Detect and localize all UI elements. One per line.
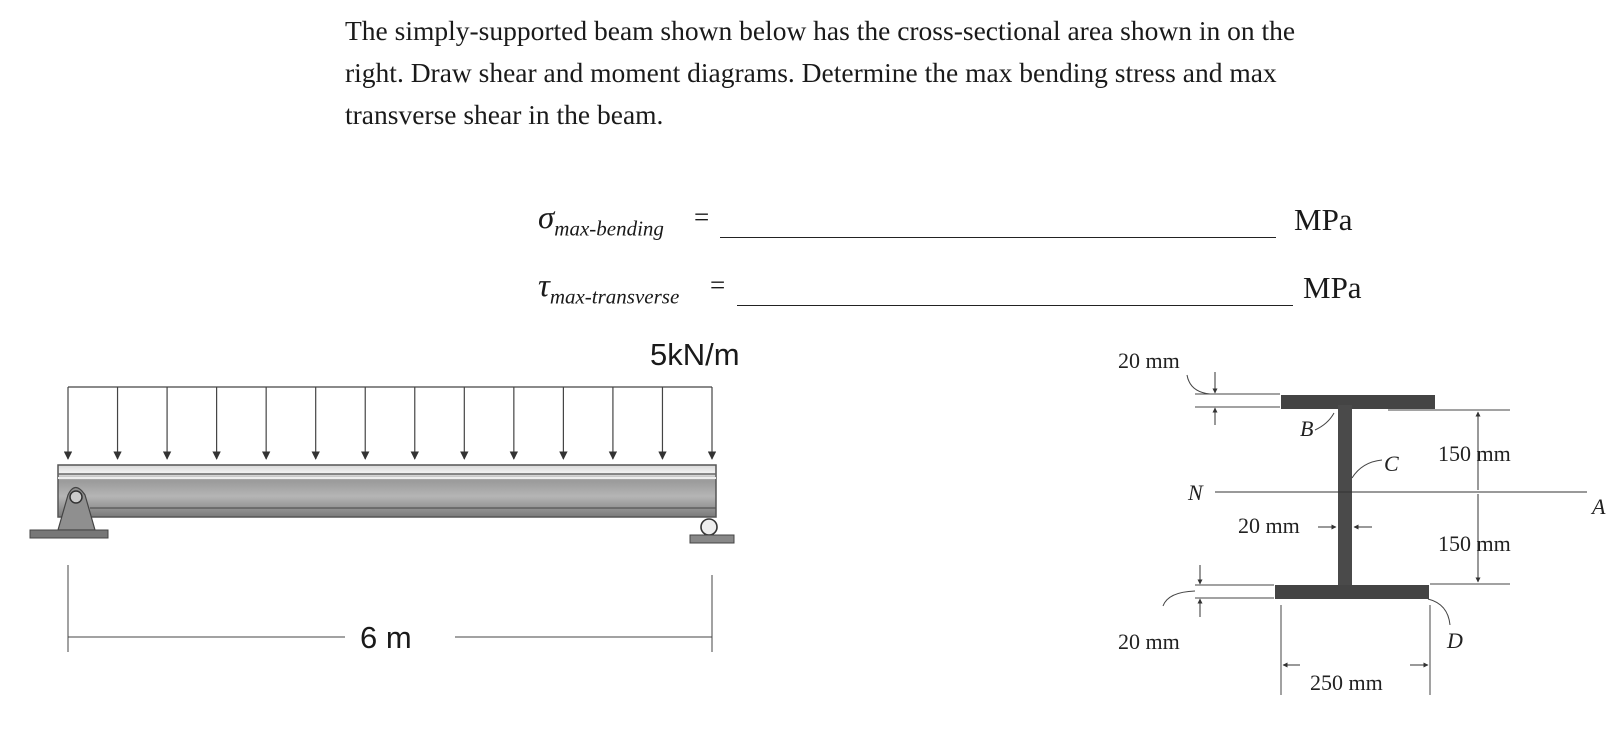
point-c-leader: [1352, 460, 1382, 478]
roller-support: [690, 519, 734, 543]
sigma-equals: =: [694, 202, 710, 232]
top-flange-leader: [1187, 375, 1210, 394]
distributed-load-label: 5kN/m: [650, 337, 740, 372]
tau-subscript: max-transverse: [549, 284, 680, 309]
top-flange: [1281, 395, 1435, 409]
sigma-subscript: max-bending: [554, 216, 664, 241]
point-c-label: C: [1384, 451, 1399, 476]
distributed-load: [68, 387, 712, 459]
beam-body: [58, 465, 716, 517]
bottom-flange: [1275, 585, 1429, 599]
point-b-leader: [1315, 413, 1334, 430]
point-d-label: D: [1447, 628, 1463, 653]
point-b-label: B: [1300, 416, 1314, 441]
tau-symbol: τ: [538, 268, 550, 304]
shear-unit: MPa: [1303, 270, 1362, 305]
point-d-leader: [1428, 599, 1450, 625]
web: [1338, 405, 1352, 585]
tau-equals: =: [710, 270, 726, 300]
cross-section: [1118, 348, 1606, 695]
width-label: 250 mm: [1310, 670, 1383, 695]
web-dim-label: 20 mm: [1238, 513, 1300, 538]
axis-a-label: A: [1592, 494, 1606, 519]
upper-height-label: 150 mm: [1438, 441, 1511, 466]
top-flange-dim-label: 20 mm: [1118, 348, 1180, 373]
span-length-label: 6 m: [360, 620, 412, 655]
load-arrows: [68, 387, 712, 459]
bottom-flange-dim-label: 20 mm: [1118, 629, 1180, 654]
problem-line-1: The simply-supported beam shown below has the cross-sectional area shown in on the: [345, 15, 1296, 46]
pin-icon: [70, 491, 82, 503]
problem-line-3: transverse shear in the beam.: [345, 99, 664, 130]
pin-support-base: [30, 530, 108, 538]
sigma-symbol: σ: [538, 200, 555, 236]
bottom-flange-leader: [1163, 591, 1195, 606]
lower-height-label: 150 mm: [1438, 531, 1511, 556]
axis-n-label: N: [1188, 480, 1203, 505]
span-dimension: [68, 565, 712, 652]
beam: [58, 465, 716, 517]
problem-line-2: right. Draw shear and moment diagrams. Determine the max bending stress and max: [345, 57, 1277, 88]
roller-icon: [701, 519, 717, 535]
bending-unit: MPa: [1294, 202, 1353, 237]
roller-support-base: [690, 535, 734, 543]
